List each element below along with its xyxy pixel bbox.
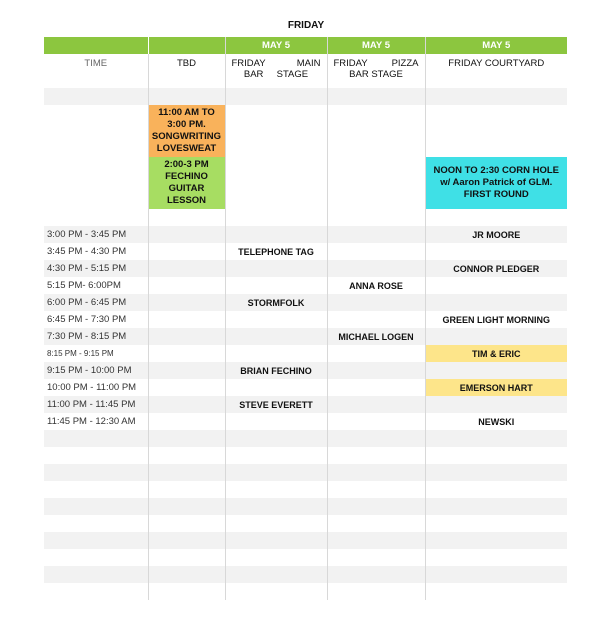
table-row	[44, 549, 567, 566]
table-row	[44, 413, 567, 430]
time-slot-cell: 3:00 PM - 3:45 PM	[44, 226, 148, 243]
table-row	[44, 498, 567, 515]
table-row	[44, 447, 567, 464]
pizza-act-cell	[327, 396, 425, 413]
pizza-act-cell: ANNA ROSE	[327, 277, 425, 294]
header-row	[44, 54, 567, 88]
main-act-cell: STORMFOLK	[225, 294, 327, 311]
time-slot-cell: 9:15 PM - 10:00 PM	[44, 362, 148, 379]
date-band-row	[44, 37, 567, 54]
time-slot-cell: 11:45 PM - 12:30 AM	[44, 413, 148, 430]
table-row	[44, 396, 567, 413]
pizza-act-cell: MICHAEL LOGEN	[327, 328, 425, 345]
courtyard-act-cell	[425, 243, 567, 260]
time-slot-cell: 7:30 PM - 8:15 PM	[44, 328, 148, 345]
courtyard-column-header: FRIDAY COURTYARD	[448, 58, 545, 69]
courtyard-act-cell: JR MOORE	[425, 226, 567, 243]
main-stage-header-line2: BAR STAGE	[243, 69, 309, 80]
main-act-cell	[225, 277, 327, 294]
pizza-act-cell	[327, 226, 425, 243]
main-stage-header-right: MAIN	[296, 58, 321, 69]
table-row	[44, 105, 567, 157]
courtyard-act-cell	[425, 362, 567, 379]
courtyard-act-cell	[425, 294, 567, 311]
table-row	[44, 532, 567, 549]
pizza-act-cell	[327, 311, 425, 328]
table-row	[44, 157, 567, 209]
time-slot-cell: 6:00 PM - 6:45 PM	[44, 294, 148, 311]
main-act-cell	[225, 413, 327, 430]
main-act-cell: TELEPHONE TAG	[225, 243, 327, 260]
courtyard-act-cell: CONNOR PLEDGER	[425, 260, 567, 277]
courtyard-act-cell: TIM & ERIC	[425, 345, 567, 362]
table-row	[44, 379, 567, 396]
main-act-cell	[225, 328, 327, 345]
table-row	[44, 209, 567, 226]
time-slot-cell: 6:45 PM - 7:30 PM	[44, 311, 148, 328]
table-row	[44, 362, 567, 379]
courtyard-act-cell: GREEN LIGHT MORNING	[442, 314, 550, 325]
table-row	[44, 88, 567, 105]
date-band-cell: MAY 5	[327, 37, 425, 54]
time-column-header: TIME	[44, 54, 148, 88]
time-slot-cell: 5:15 PM- 6:00PM	[44, 277, 148, 294]
pizza-act-cell	[327, 413, 425, 430]
corn-hole-event-cell: NOON TO 2:30 CORN HOLE w/ Aaron Patrick of GLM. FIRST ROUND	[425, 157, 567, 209]
schedule-table	[44, 37, 567, 600]
main-act-cell	[225, 311, 327, 328]
table-row	[44, 583, 567, 600]
table-row	[44, 481, 567, 498]
time-slot-cell: 3:45 PM - 4:30 PM	[44, 243, 148, 260]
time-slot-cell: 4:30 PM - 5:15 PM	[44, 260, 148, 277]
table-row	[44, 311, 567, 328]
date-band-cell: MAY 5	[425, 37, 567, 54]
pizza-act-cell	[327, 379, 425, 396]
schedule-rows	[44, 226, 567, 430]
date-band-cell	[44, 37, 148, 54]
courtyard-act-cell	[425, 328, 567, 345]
pizza-stage-header-right: PIZZA	[391, 58, 419, 69]
main-act-cell	[225, 226, 327, 243]
main-stage-header-left: FRIDAY	[231, 58, 266, 69]
table-row	[44, 243, 567, 260]
table-row	[44, 515, 567, 532]
guitar-lesson-event-cell: 2:00-3 PM FECHINO GUITAR LESSON	[148, 157, 225, 209]
main-stage-column-header	[225, 54, 327, 88]
pizza-act-cell	[327, 260, 425, 277]
courtyard-act-cell: NEWSKI	[478, 416, 515, 427]
pizza-act-cell	[327, 345, 425, 362]
main-act-cell	[225, 379, 327, 396]
pizza-act-cell	[327, 362, 425, 379]
table-row	[44, 430, 567, 447]
time-slot-cell: 11:00 PM - 11:45 PM	[44, 396, 148, 413]
table-row	[44, 260, 567, 277]
main-act-cell: STEVE EVERETT	[225, 396, 327, 413]
date-band-cell: MAY 5	[225, 37, 327, 54]
courtyard-act-cell	[425, 277, 567, 294]
pizza-stage-header-line2: BAR STAGE	[349, 69, 403, 80]
pizza-stage-column-header	[327, 54, 425, 88]
tbd-column-header: TBD	[148, 54, 225, 88]
table-row	[44, 328, 567, 345]
table-row	[44, 464, 567, 481]
pizza-stage-header-left: FRIDAY	[333, 58, 368, 69]
courtyard-act-cell: EMERSON HART	[425, 379, 567, 396]
main-act-cell	[225, 345, 327, 362]
time-slot-cell: 8:15 PM - 9:15 PM	[44, 345, 148, 362]
table-row	[44, 566, 567, 583]
songwriting-event-cell: 11:00 AM TO 3:00 PM. SONGWRITING LOVESWEAT	[148, 105, 225, 157]
courtyard-act-cell	[425, 396, 567, 413]
pizza-act-cell	[327, 243, 425, 260]
time-slot-cell: 10:00 PM - 11:00 PM	[44, 379, 148, 396]
table-row	[44, 226, 567, 243]
table-row	[44, 345, 567, 362]
date-band-cell	[148, 37, 225, 54]
empty-rows	[44, 430, 567, 600]
table-row	[44, 294, 567, 311]
table-row	[44, 277, 567, 294]
page-title: FRIDAY	[287, 20, 325, 31]
pizza-act-cell	[327, 294, 425, 311]
main-act-cell	[225, 260, 327, 277]
main-act-cell: BRIAN FECHINO	[225, 362, 327, 379]
